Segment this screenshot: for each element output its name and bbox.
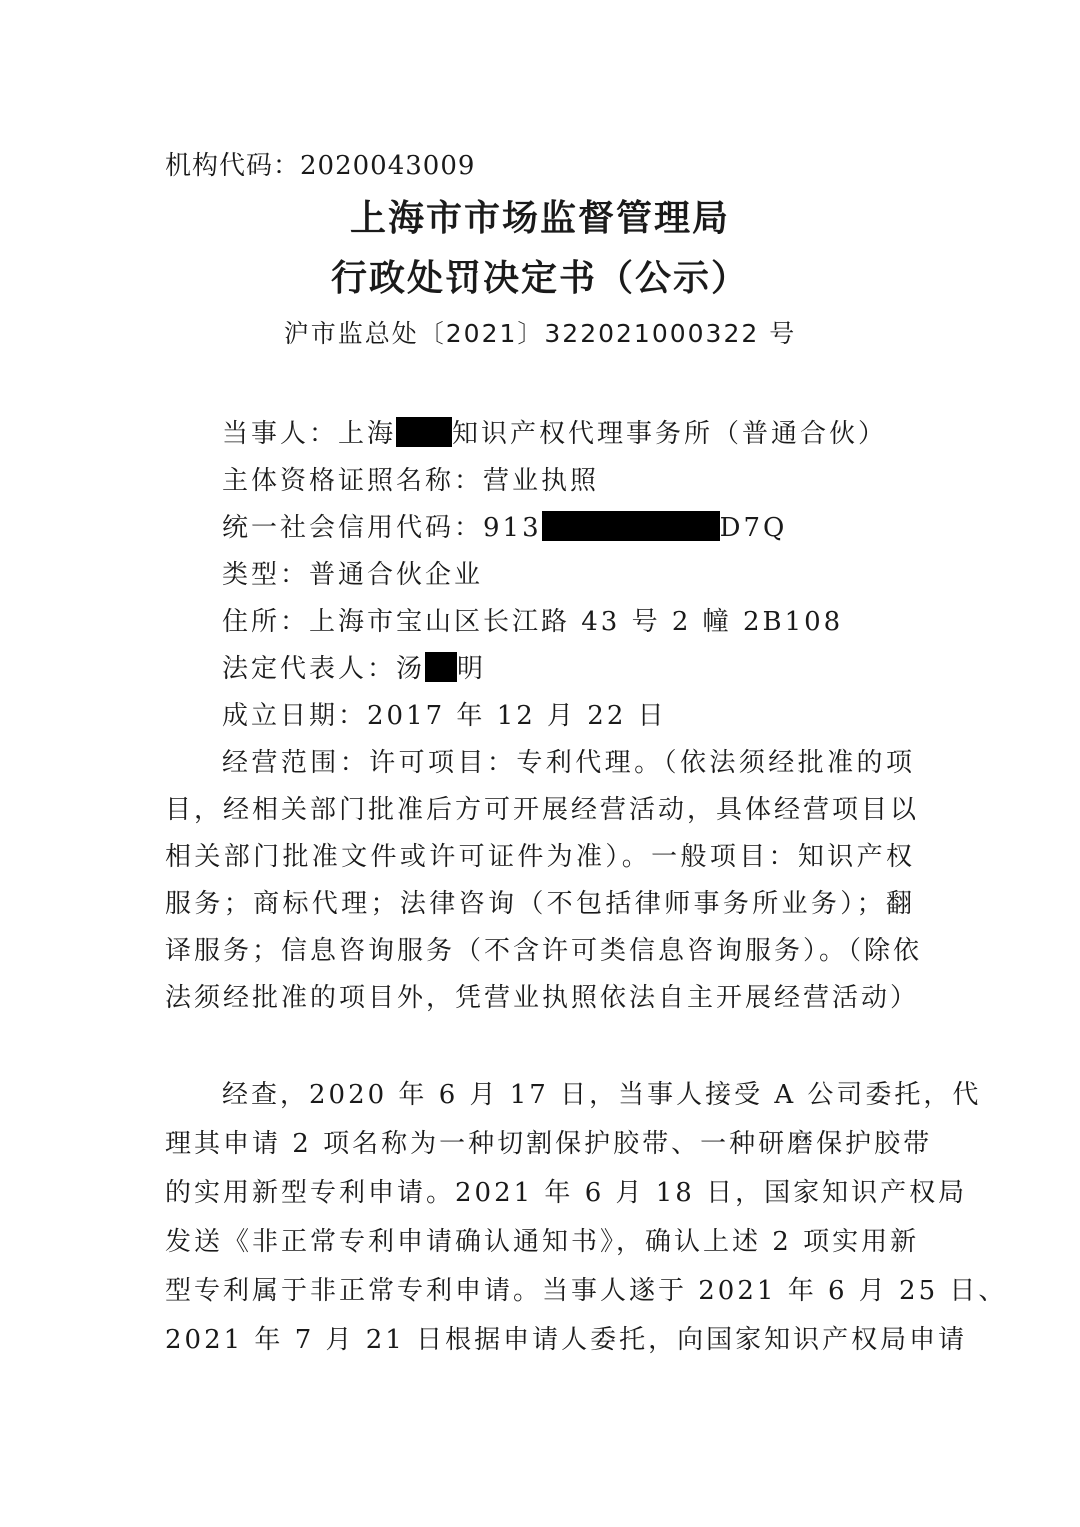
document-title-agency: 上海市市场监督管理局 (349, 198, 730, 239)
paragraph-line: 2021 年 7 月 21 日根据申请人委托，向国家知识产权局申请 (165, 1325, 968, 1355)
paragraph-line: 法须经批准的项目外，凭营业执照依法自主开展经营活动） (165, 983, 920, 1013)
document-number: 沪市监总处〔2021〕322021000322 号 (283, 319, 797, 348)
paragraph-line: 经营范围：许可项目：专利代理。（依法须经批准的项 (222, 748, 915, 778)
credit-code-line (222, 508, 915, 548)
org-code: 机构代码：2020043009 (165, 151, 476, 181)
party-name-suffix: 知识产权代理事务所（普通合伙） (452, 419, 888, 449)
license-name-line: 主体资格证照名称：营业执照 (222, 466, 600, 496)
redaction-block (425, 652, 457, 682)
paragraph-line: 理其申请 2 项名称为一种切割保护胶带、一种研磨保护胶带 (165, 1129, 933, 1159)
credit-code-prefix: 统一社会信用代码：913 (222, 513, 542, 543)
party-name-line (222, 414, 915, 454)
paragraph-line: 发送《非正常专利申请确认通知书》，确认上述 2 项实用新 (165, 1227, 920, 1257)
redaction-block (542, 511, 720, 541)
credit-code-suffix: D7Q (719, 513, 788, 543)
paragraph-line: 目，经相关部门批准后方可开展经营活动，具体经营项目以 (165, 795, 920, 825)
address-line: 住所：上海市宝山区长江路 43 号 2 幢 2B108 (222, 607, 844, 637)
established-date-line: 成立日期：2017 年 12 月 22 日 (222, 701, 667, 731)
legal-rep-suffix: 明 (457, 654, 487, 684)
redaction-block (396, 417, 452, 447)
party-name-prefix: 当事人：上海 (222, 419, 397, 449)
paragraph-line: 相关部门批准文件或许可证件为准）。一般项目：知识产权 (165, 842, 915, 872)
legal-rep-prefix: 法定代表人：汤 (222, 654, 426, 684)
paragraph-line: 译服务；信息咨询服务（不含许可类信息咨询服务）。（除依 (165, 936, 923, 966)
paragraph-line: 经查，2020 年 6 月 17 日，当事人接受 A 公司委托，代 (222, 1080, 982, 1110)
paragraph-line: 型专利属于非正常专利申请。当事人遂于 2021 年 6 月 25 日、 (165, 1276, 1008, 1306)
entity-type-line: 类型：普通合伙企业 (222, 560, 484, 590)
paragraph-line: 的实用新型专利申请。2021 年 6 月 18 日，国家知识产权局 (165, 1178, 968, 1208)
legal-rep-line (222, 649, 915, 689)
document-title-decision: 行政处罚决定书（公示） (330, 258, 749, 299)
paragraph-line: 服务；商标代理；法律咨询（不包括律师事务所业务）；翻 (165, 889, 915, 919)
